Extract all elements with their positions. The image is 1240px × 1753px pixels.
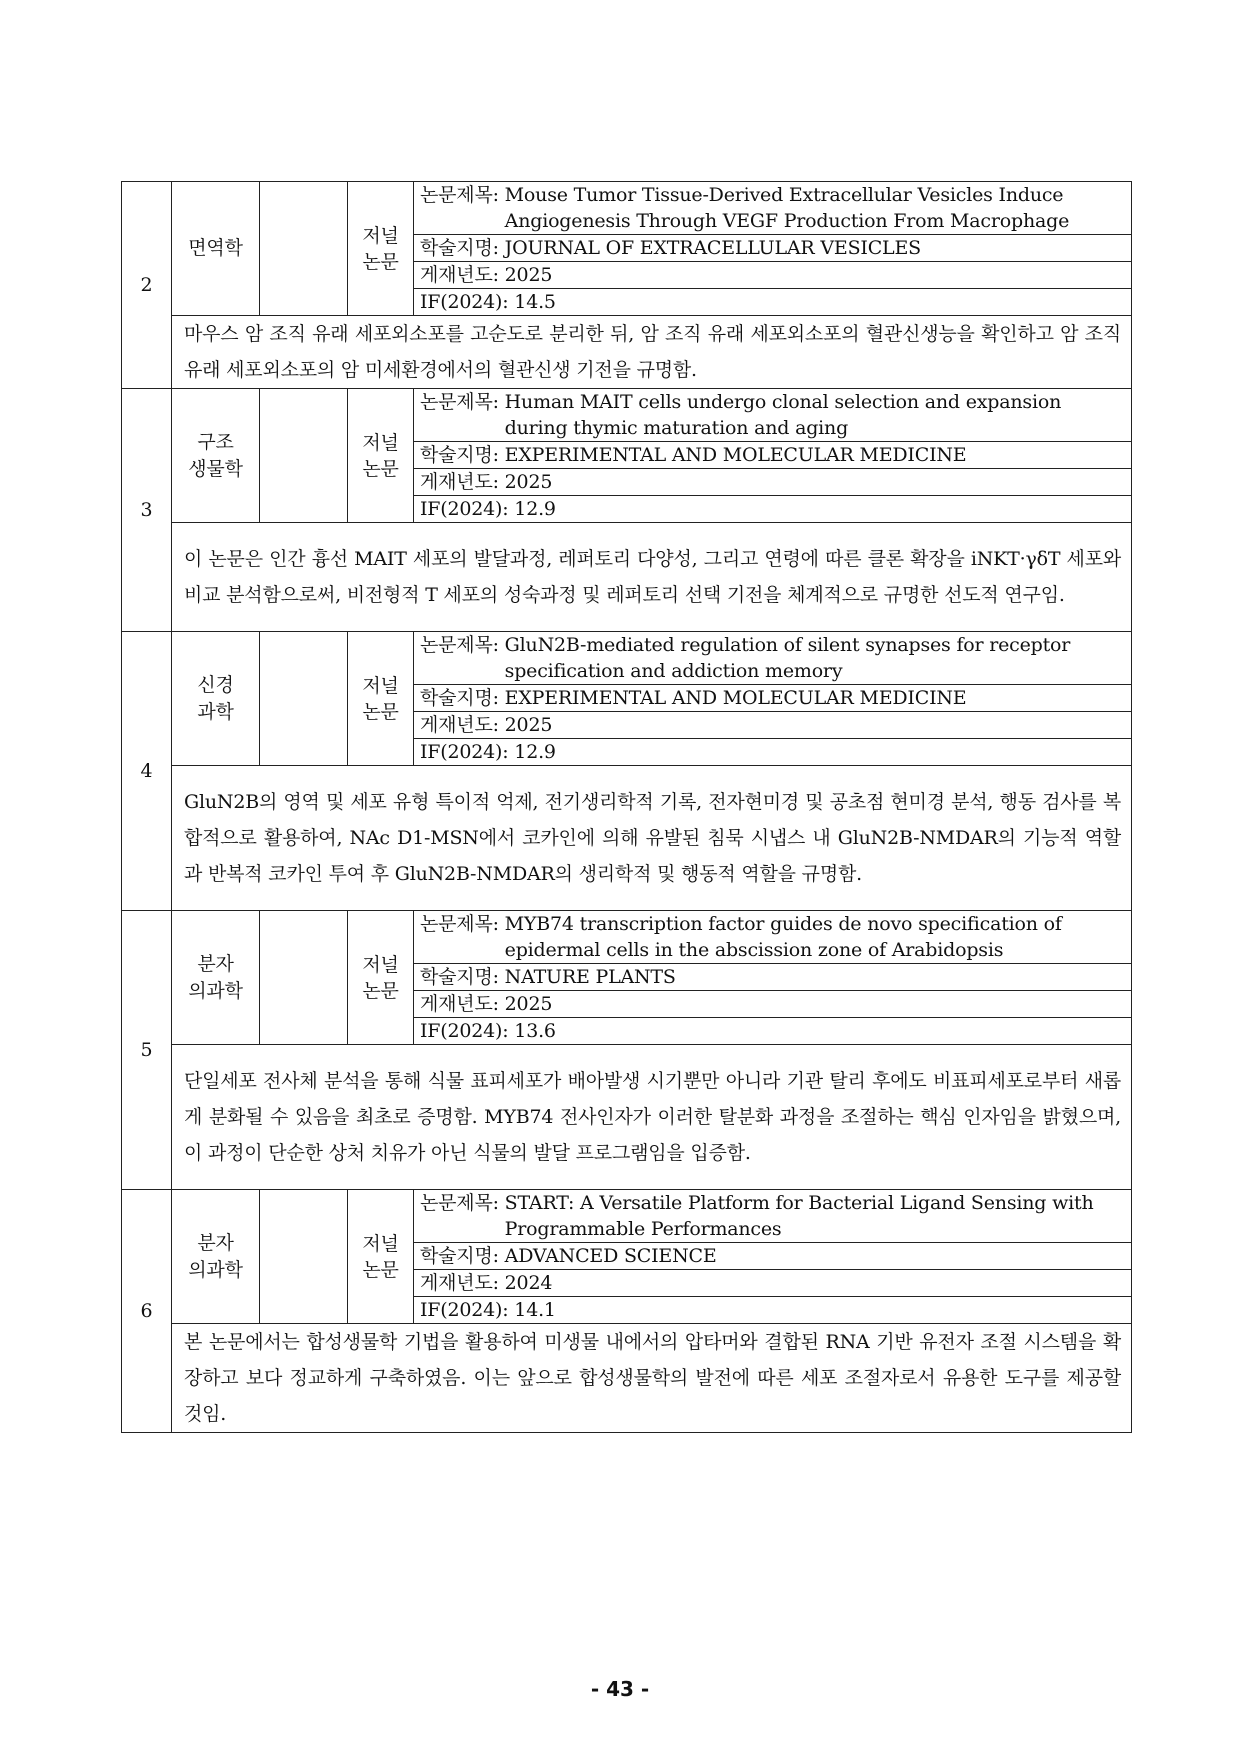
impact-factor: IF(2024): 14.5	[414, 289, 1132, 316]
papers-table-body	[122, 182, 1132, 1433]
year-cell	[414, 469, 1132, 496]
publication-year: 2025	[504, 471, 553, 493]
paper-row	[122, 911, 1132, 964]
author-cell	[260, 1190, 348, 1324]
year-cell	[414, 1270, 1132, 1297]
journal-cell	[414, 964, 1132, 991]
paper-row	[122, 1045, 1132, 1190]
year-label: 게재년도:	[420, 471, 499, 493]
research-field: 분자 의과학	[172, 1190, 260, 1324]
publication-type: 저널 논문	[348, 632, 414, 766]
paper-row	[122, 766, 1132, 911]
publication-type: 저널 논문	[348, 1190, 414, 1324]
journal-label: 학술지명:	[420, 444, 499, 466]
paper-number: 6	[122, 1190, 172, 1433]
title-label: 논문제목:	[420, 184, 499, 206]
journal-cell	[414, 235, 1132, 262]
publication-year: 2024	[504, 1272, 553, 1294]
paper-number: 4	[122, 632, 172, 911]
journal-label: 학술지명:	[420, 237, 499, 259]
paper-summary: 마우스 암 조직 유래 세포외소포를 고순도로 분리한 뒤, 암 조직 유래 세포외소포의 혈관신생능을 확인하고 암 조직 유래 세포외소포의 암 미세환경에서의 혈관신생 기전을 규명함.	[172, 316, 1132, 389]
paper-number: 3	[122, 389, 172, 632]
paper-row	[122, 1324, 1132, 1433]
paper-number: 2	[122, 182, 172, 389]
research-field: 분자 의과학	[172, 911, 260, 1045]
title-label: 논문제목:	[420, 913, 499, 935]
research-field: 구조 생물학	[172, 389, 260, 523]
paper-row	[122, 316, 1132, 389]
publication-type: 저널 논문	[348, 182, 414, 316]
paper-summary: GluN2B의 영역 및 세포 유형 특이적 억제, 전기생리학적 기록, 전자현미경 및 공초점 현미경 분석, 행동 검사를 복합적으로 활용하여, NAc D1-MSN에서 코카인에 의해 유발된 침묵 시냅스 내 GluN2B-NMDAR의 기능적 역할과 반복적 코카인 투여 후 GluN2B-NMDAR의 생리학적 및 행동적 역할을 규명함.	[172, 766, 1132, 911]
impact-factor: IF(2024): 12.9	[414, 496, 1132, 523]
publication-year: 2025	[504, 714, 553, 736]
journal-cell	[414, 442, 1132, 469]
paper-title: MYB74 transcription factor guides de novo specification of epidermal cells in the abscission zone of Arabidopsis	[504, 913, 1062, 961]
publication-type: 저널 논문	[348, 911, 414, 1045]
page-number: - 43 -	[590, 1677, 650, 1701]
paper-title-cell	[414, 389, 1132, 442]
papers-table	[121, 181, 1132, 1433]
journal-label: 학술지명:	[420, 966, 499, 988]
journal-label: 학술지명:	[420, 687, 499, 709]
journal-name: ADVANCED SCIENCE	[504, 1245, 717, 1267]
paper-row	[122, 389, 1132, 442]
year-cell	[414, 712, 1132, 739]
title-label: 논문제목:	[420, 1192, 499, 1214]
paper-summary: 이 논문은 인간 흉선 MAIT 세포의 발달과정, 레퍼토리 다양성, 그리고 연령에 따른 클론 확장을 iNKT·γδT 세포와 비교 분석함으로써, 비전형적 T 세포의 성숙과정 및 레퍼토리 선택 기전을 체계적으로 규명한 선도적 연구임.	[172, 523, 1132, 632]
paper-row	[122, 1190, 1132, 1243]
journal-cell	[414, 1243, 1132, 1270]
year-cell	[414, 262, 1132, 289]
paper-title-cell	[414, 182, 1132, 235]
paper-summary: 단일세포 전사체 분석을 통해 식물 표피세포가 배아발생 시기뿐만 아니라 기관 탈리 후에도 비표피세포로부터 새롭게 분화될 수 있음을 최초로 증명함. MYB74 전사인자가 이러한 탈분화 과정을 조절하는 핵심 인자임을 밝혔으며, 이 과정이 단순한 상처 치유가 아닌 식물의 발달 프로그램임을 입증함.	[172, 1045, 1132, 1190]
publication-year: 2025	[504, 264, 553, 286]
author-cell	[260, 911, 348, 1045]
impact-factor: IF(2024): 14.1	[414, 1297, 1132, 1324]
journal-name: EXPERIMENTAL AND MOLECULAR MEDICINE	[504, 444, 967, 466]
impact-factor: IF(2024): 12.9	[414, 739, 1132, 766]
journal-cell	[414, 685, 1132, 712]
research-field: 신경 과학	[172, 632, 260, 766]
paper-row	[122, 632, 1132, 685]
paper-row	[122, 182, 1132, 235]
journal-label: 학술지명:	[420, 1245, 499, 1267]
year-label: 게재년도:	[420, 1272, 499, 1294]
paper-title: Mouse Tumor Tissue-Derived Extracellular Vesicles Induce Angiogenesis Through VEGF Production From Macrophage	[504, 184, 1070, 232]
year-label: 게재년도:	[420, 714, 499, 736]
paper-title-cell	[414, 632, 1132, 685]
journal-name: EXPERIMENTAL AND MOLECULAR MEDICINE	[504, 687, 967, 709]
paper-title-cell	[414, 1190, 1132, 1243]
impact-factor: IF(2024): 13.6	[414, 1018, 1132, 1045]
paper-number: 5	[122, 911, 172, 1190]
paper-title: Human MAIT cells undergo clonal selection and expansion during thymic maturation and aging	[504, 391, 1062, 439]
year-label: 게재년도:	[420, 993, 499, 1015]
title-label: 논문제목:	[420, 634, 499, 656]
year-label: 게재년도:	[420, 264, 499, 286]
paper-summary: 본 논문에서는 합성생물학 기법을 활용하여 미생물 내에서의 압타머와 결합된 RNA 기반 유전자 조절 시스템을 확장하고 보다 정교하게 구축하였음. 이는 앞으로 합성생물학의 발전에 따른 세포 조절자로서 유용한 도구를 제공할 것임.	[172, 1324, 1132, 1433]
title-label: 논문제목:	[420, 391, 499, 413]
research-field: 면역학	[172, 182, 260, 316]
paper-row	[122, 523, 1132, 632]
paper-title: START: A Versatile Platform for Bacterial Ligand Sensing with Programmable Performances	[504, 1192, 1094, 1240]
paper-title-cell	[414, 911, 1132, 964]
author-cell	[260, 632, 348, 766]
publication-type: 저널 논문	[348, 389, 414, 523]
publication-year: 2025	[504, 993, 553, 1015]
journal-name: JOURNAL OF EXTRACELLULAR VESICLES	[504, 237, 921, 259]
author-cell	[260, 389, 348, 523]
paper-title: GluN2B-mediated regulation of silent synapses for receptor specification and addiction memory	[504, 634, 1071, 682]
journal-name: NATURE PLANTS	[504, 966, 676, 988]
year-cell	[414, 991, 1132, 1018]
author-cell	[260, 182, 348, 316]
